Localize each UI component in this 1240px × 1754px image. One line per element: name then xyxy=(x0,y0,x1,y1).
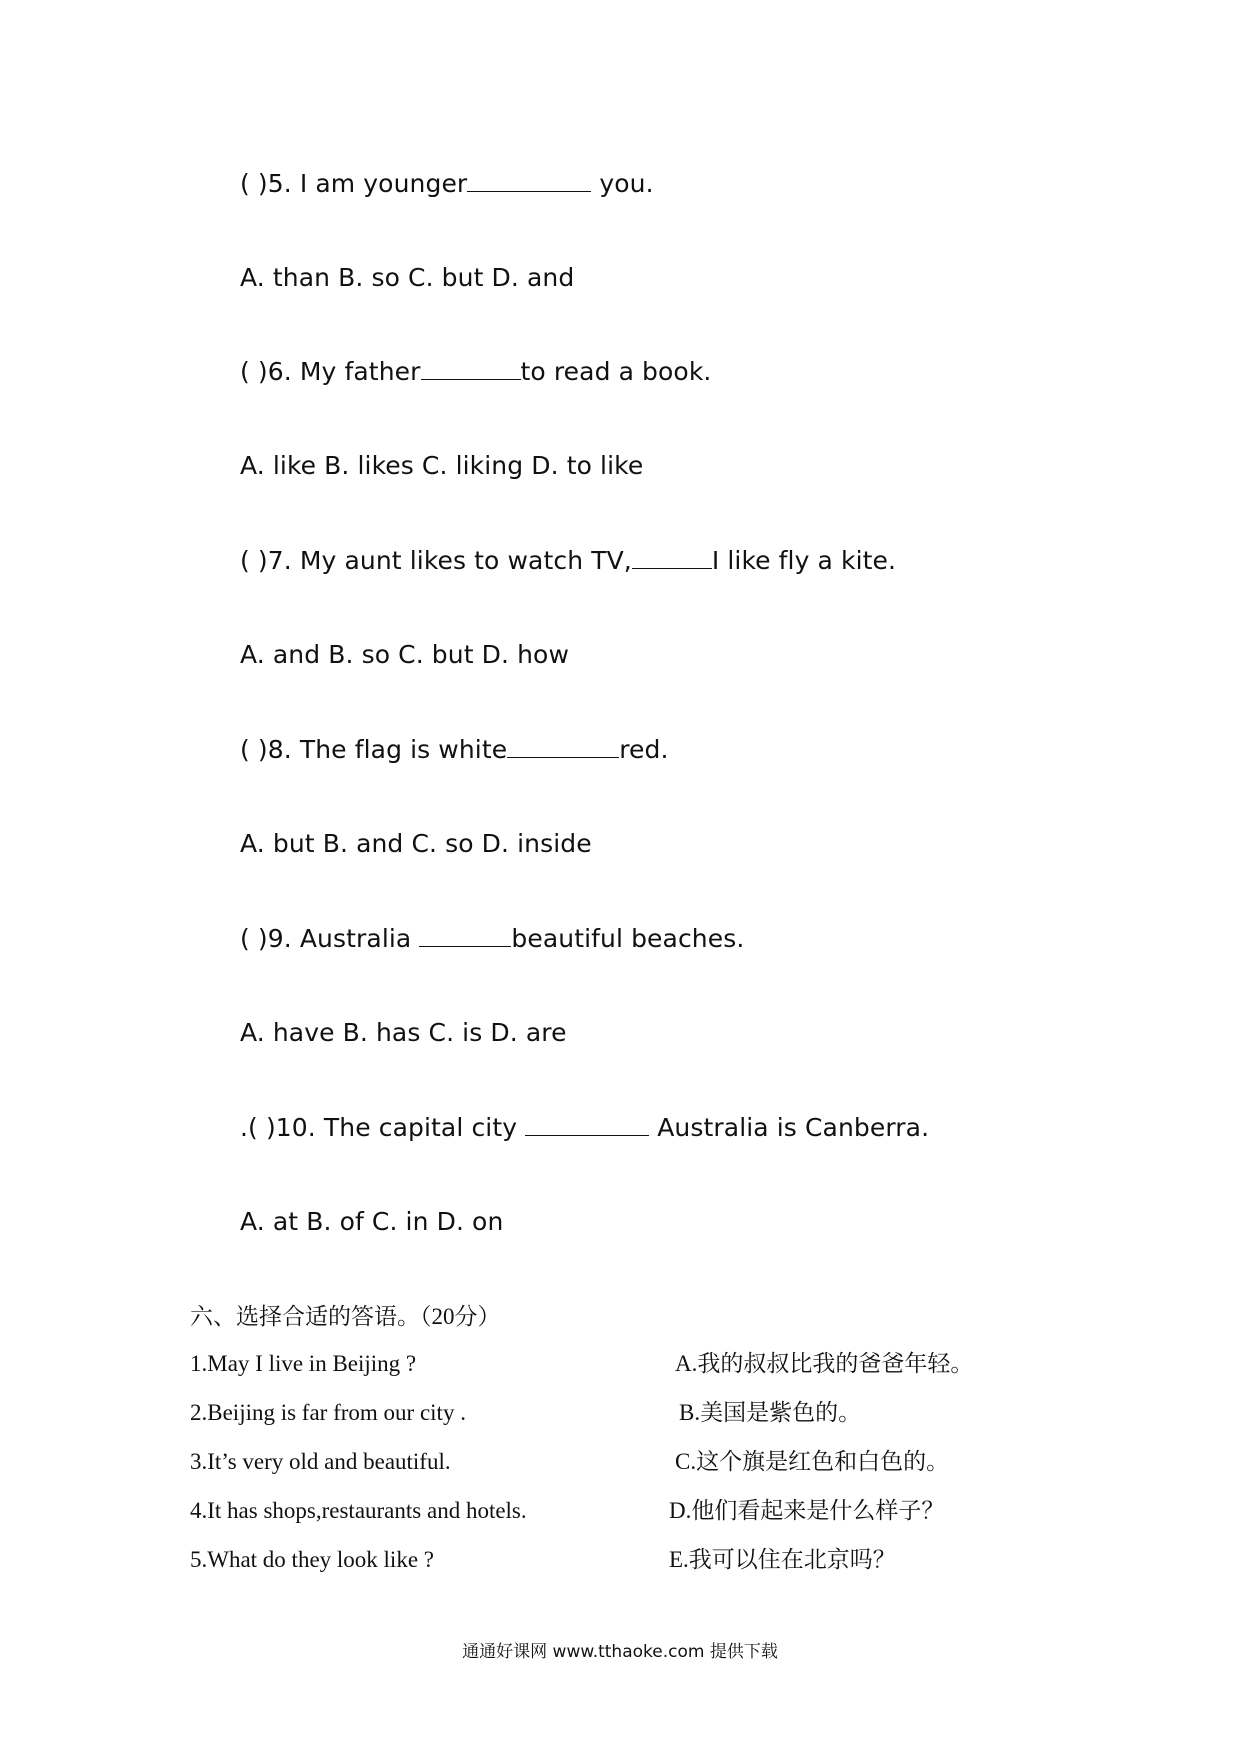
match-question: 3.It’s very old and beautiful. xyxy=(190,1449,451,1474)
match-answer: E.我可以住在北京吗？ xyxy=(669,1547,896,1572)
question-10 xyxy=(240,1113,929,1143)
match-question: 2.Beijing is far from our city . xyxy=(190,1400,466,1425)
question-7-options: A. and B. so C. but D. how xyxy=(240,640,569,669)
question-5-text-end: you. xyxy=(591,169,654,198)
question-6-options: A. like B. likes C. liking D. to like xyxy=(240,451,644,480)
answer-blank xyxy=(507,735,619,758)
question-6-text: ( )6. My father xyxy=(240,357,421,386)
answer-blank xyxy=(421,357,521,380)
question-6-text-end: to read a book. xyxy=(520,357,712,386)
question-10-text-end: Australia is Canberra. xyxy=(649,1113,930,1142)
question-8-text-end: red. xyxy=(619,735,669,764)
match-question: 1.May I live in Beijing ? xyxy=(190,1351,417,1376)
question-5-options: A. than B. so C. but D. and xyxy=(240,263,575,292)
question-9-options: A. have B. has C. is D. are xyxy=(240,1018,567,1047)
question-8-text: ( )8. The flag is white xyxy=(240,735,508,764)
answer-blank xyxy=(525,1113,649,1136)
question-10-options: A. at B. of C. in D. on xyxy=(240,1207,504,1236)
question-8 xyxy=(240,735,669,765)
question-8-options: A. but B. and C. so D. inside xyxy=(240,829,592,858)
question-7-text-end: I like fly a kite. xyxy=(711,546,897,575)
match-answer: B.美国是紫色的。 xyxy=(679,1400,862,1425)
question-9-text: ( )9. Australia xyxy=(240,924,420,953)
footer-watermark: 通通好课网 www.tthaoke.com 提供下载 xyxy=(462,1642,778,1662)
question-9-text-end: beautiful beaches. xyxy=(511,924,745,953)
question-7 xyxy=(240,546,896,576)
question-6 xyxy=(240,357,711,387)
match-answer: A.我的叔叔比我的爸爸年轻。 xyxy=(675,1351,974,1376)
match-answer: C.这个旗是红色和白色的。 xyxy=(675,1449,950,1474)
match-question: 5.What do they look like ? xyxy=(190,1547,434,1572)
question-9 xyxy=(240,924,744,954)
answer-blank xyxy=(467,169,591,192)
match-question: 4.It has shops,restaurants and hotels. xyxy=(190,1498,527,1523)
answer-blank xyxy=(632,546,712,569)
question-10-text: .( )10. The capital city xyxy=(240,1113,526,1142)
match-answer: D.他们看起来是什么样子？ xyxy=(669,1498,945,1523)
section-6-title: 六、选择合适的答语。（20分） xyxy=(190,1304,501,1329)
answer-blank xyxy=(419,924,511,947)
question-5-text: ( )5. I am younger xyxy=(240,169,468,198)
question-5 xyxy=(240,169,654,199)
question-7-text: ( )7. My aunt likes to watch TV, xyxy=(240,546,632,575)
